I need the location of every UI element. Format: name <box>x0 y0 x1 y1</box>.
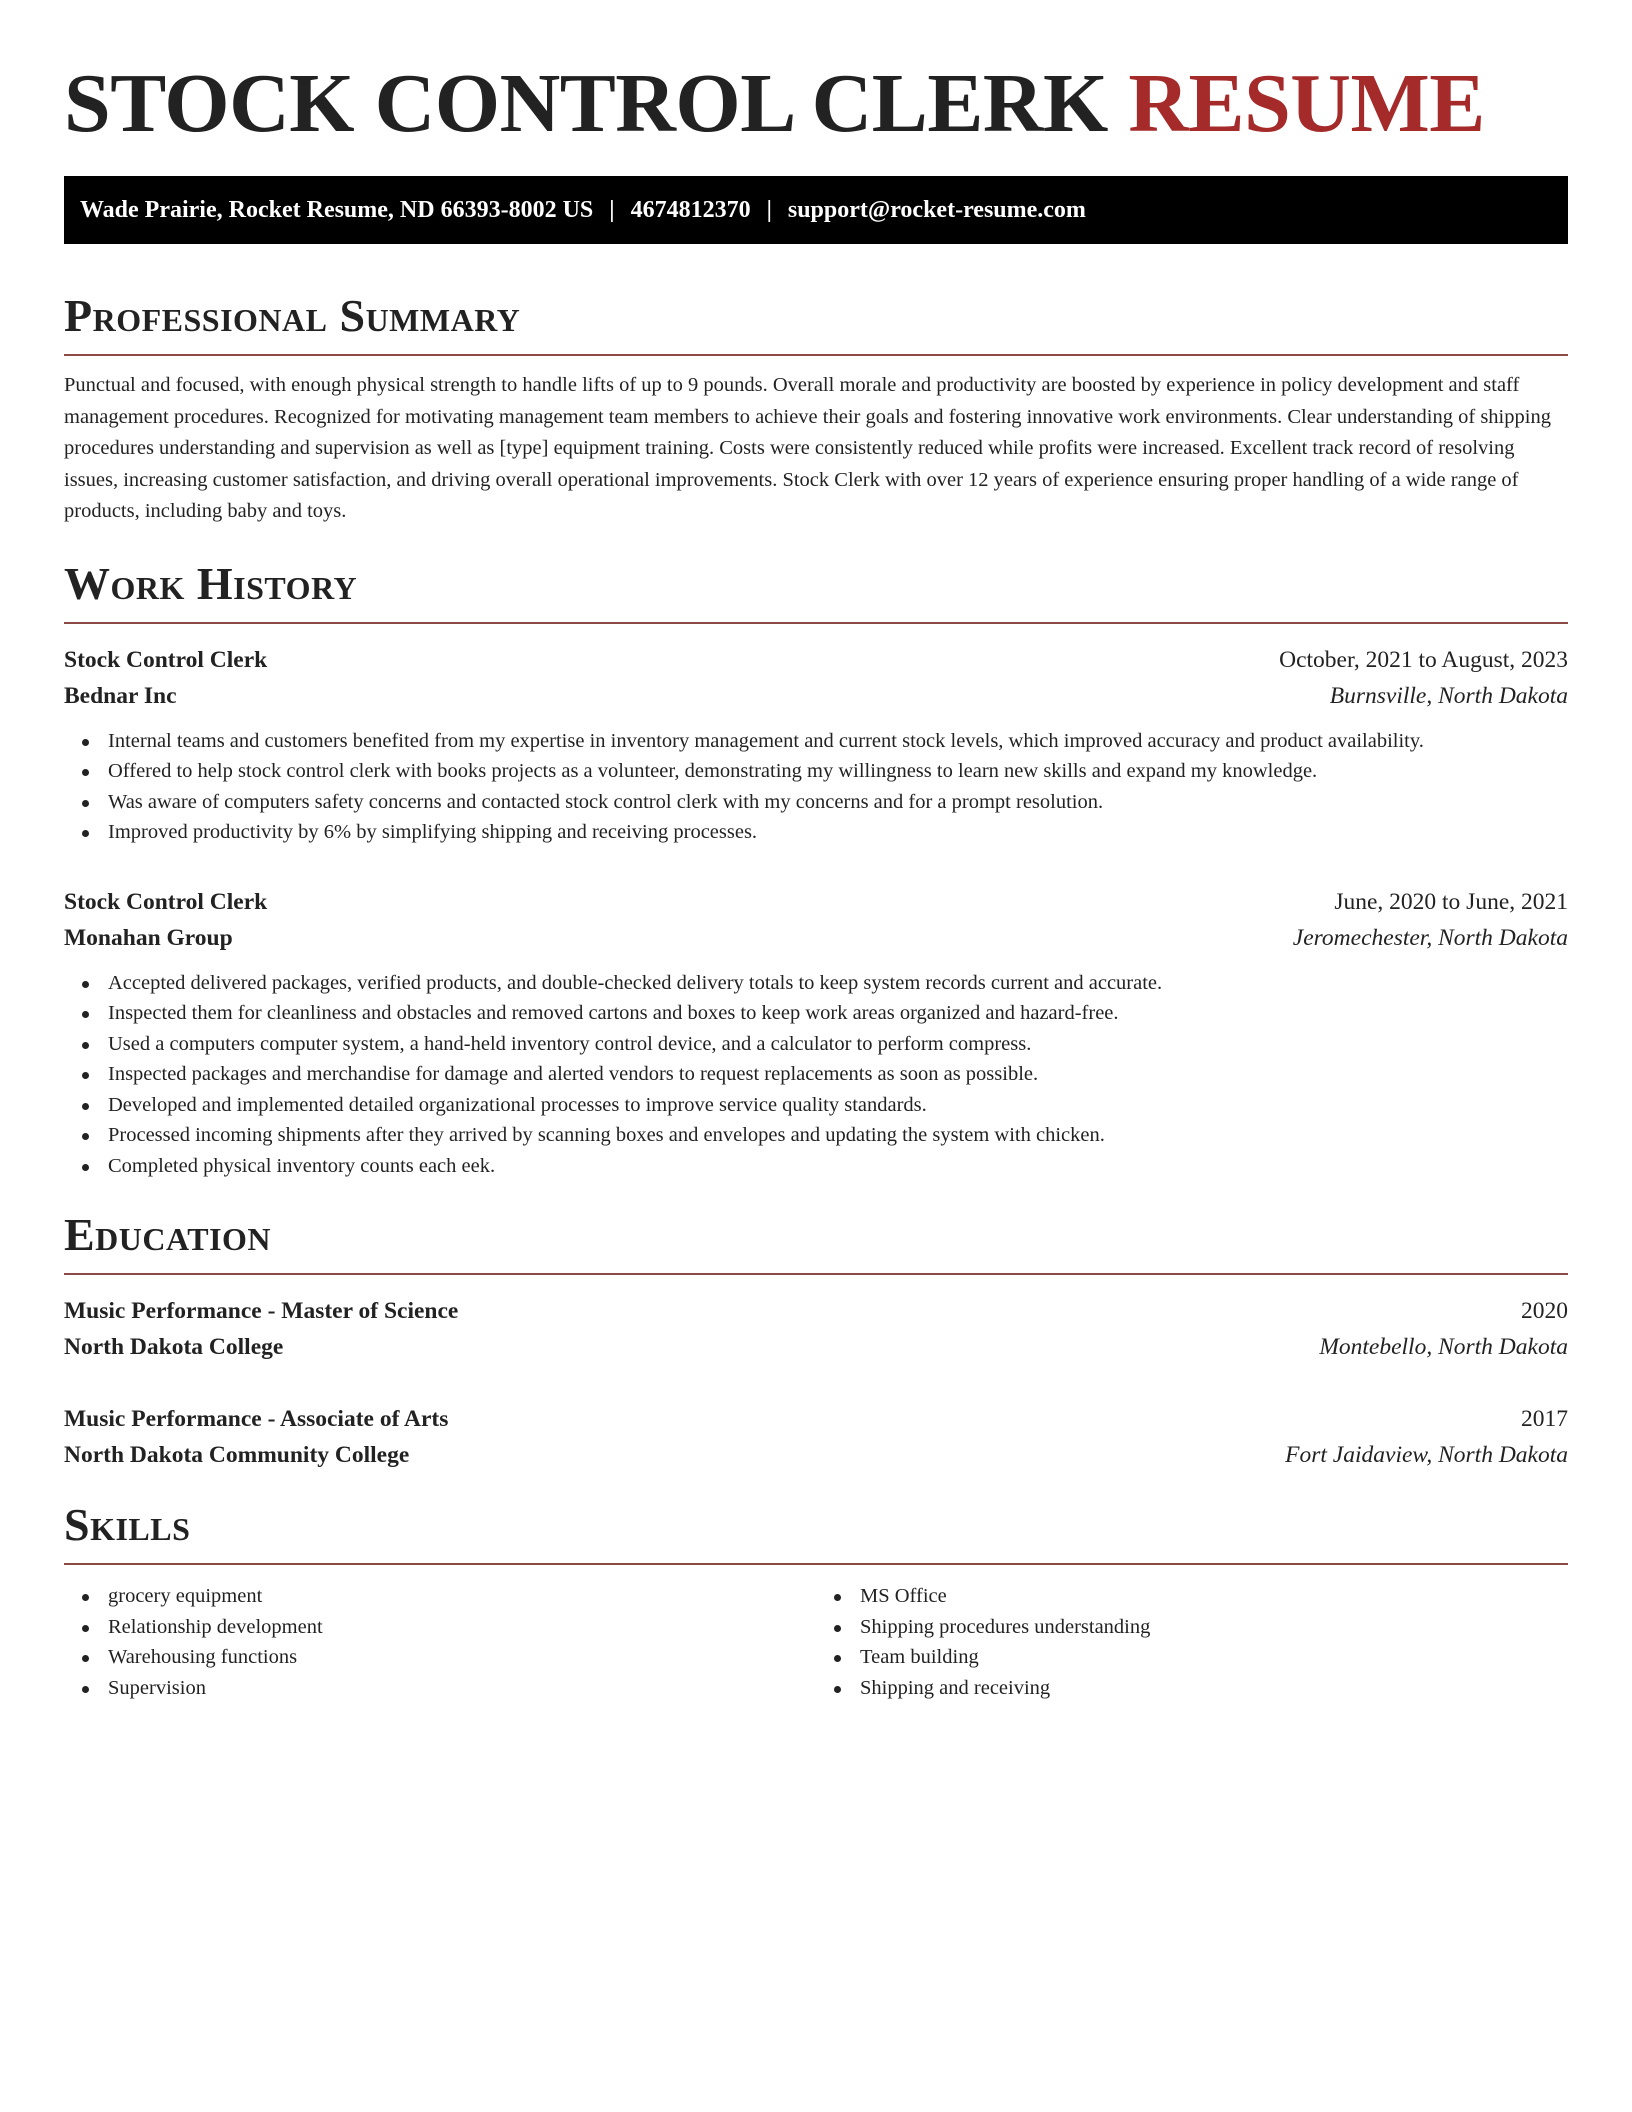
job-dates: June, 2020 to June, 2021 <box>1334 888 1568 915</box>
contact-address: Wade Prairie, Rocket Resume, ND 66393-8002 US <box>80 196 594 223</box>
job-bullet: Offered to help stock control clerk with books projects as a volunteer, demonstrating my willingness to learn new skills and expand my knowledge. <box>64 756 1568 787</box>
education-location: Fort Jaidaview, North Dakota <box>1285 1442 1568 1468</box>
contact-bar <box>64 176 1568 244</box>
job-bullet: Inspected packages and merchandise for damage and alerted vendors to request replacements as soon as possible. <box>64 1059 1568 1090</box>
contact-phone: 4674812370 <box>630 196 751 223</box>
skill-item: Shipping procedures understanding <box>816 1612 1568 1643</box>
education-degree: Music Performance - Associate of Arts <box>64 1406 449 1432</box>
skill-item: MS Office <box>816 1581 1568 1612</box>
job-title-row <box>64 642 1568 678</box>
education-school-row <box>64 1437 1568 1473</box>
job-bullet: Completed physical inventory counts each eek. <box>64 1151 1568 1182</box>
job-company: Monahan Group <box>64 924 233 951</box>
job-bullet: Processed incoming shipments after they arrived by scanning boxes and envelopes and updating the system with chicken. <box>64 1120 1568 1151</box>
skills-list-right <box>816 1581 1568 1703</box>
skills-grid <box>64 1581 1568 1703</box>
job-bullet: Was aware of computers safety concerns and contacted stock control clerk with my concerns and for a prompt resolution. <box>64 787 1568 818</box>
skill-item: Shipping and receiving <box>816 1673 1568 1704</box>
job-title: Stock Control Clerk <box>64 646 268 673</box>
summary-text: Punctual and focused, with enough physical strength to handle lifts of up to 9 pounds. Overall morale and productivity are boosted by experience in policy development and staff management procedures. Recognized for motivating management team members to achieve their goals and fostering innovative work environments. Clear understanding of shipping procedures understanding and supervision as well as [type] equipment training. Costs were consistently reduced while profits were increased. Excellent track record of resolving issues, increasing customer satisfaction, and driving overall operational improvements. Stock Clerk with over 12 years of experience ensuring proper handling of a wide range of products, including baby and toys. <box>64 374 1551 522</box>
job-bullet: Internal teams and customers benefited from my expertise in inventory management and current stock levels, which improved accuracy and product availability. <box>64 726 1568 757</box>
job-location: Burnsville, North Dakota <box>1329 682 1568 709</box>
job-bullet: Inspected them for cleanliness and obstacles and removed cartons and boxes to keep work areas organized and hazard-free. <box>64 998 1568 1029</box>
job-title-row <box>64 884 1568 920</box>
job-bullet: Developed and implemented detailed organizational processes to improve service quality standards. <box>64 1090 1568 1121</box>
skill-item: Supervision <box>64 1673 816 1704</box>
education-location: Montebello, North Dakota <box>1319 1334 1568 1360</box>
education-school: North Dakota College <box>64 1334 284 1360</box>
education-entry <box>64 1401 1568 1473</box>
education-degree-row <box>64 1293 1568 1329</box>
skill-item: Team building <box>816 1642 1568 1673</box>
job-bullet: Improved productivity by 6% by simplifying shipping and receiving processes. <box>64 817 1568 848</box>
skill-item: Warehousing functions <box>64 1642 816 1673</box>
contact-separator: | <box>766 196 772 223</box>
summary-heading: Professional Summary <box>64 288 1568 356</box>
skills-heading: Skills <box>64 1497 1568 1565</box>
education-heading: Education <box>64 1207 1568 1275</box>
job-entry <box>64 884 1568 1182</box>
job-company: Bednar Inc <box>64 682 177 709</box>
education-year: 2017 <box>1521 1406 1568 1432</box>
education-degree-row <box>64 1401 1568 1437</box>
title-accent: RESUME <box>1128 57 1485 150</box>
job-location: Jeromechester, North Dakota <box>1292 924 1568 951</box>
job-bullet: Accepted delivered packages, verified products, and double-checked delivery totals to keep system records current and accurate. <box>64 968 1568 999</box>
job-bullets <box>64 968 1568 1182</box>
work-history-heading: Work History <box>64 556 1568 624</box>
education-year: 2020 <box>1521 1298 1568 1324</box>
contact-email: support@rocket-resume.com <box>787 196 1086 223</box>
education-degree: Music Performance - Master of Science <box>64 1298 459 1324</box>
skill-item: Relationship development <box>64 1612 816 1643</box>
skill-item: grocery equipment <box>64 1581 816 1612</box>
job-bullets <box>64 726 1568 848</box>
job-company-row <box>64 920 1568 956</box>
job-dates: October, 2021 to August, 2023 <box>1279 646 1568 673</box>
job-bullet: Used a computers computer system, a hand-held inventory control device, and a calculator to perform compress. <box>64 1029 1568 1060</box>
education-school: North Dakota Community College <box>64 1442 410 1468</box>
skills-list-left <box>64 1581 816 1703</box>
resume-title <box>64 0 1568 176</box>
education-school-row <box>64 1329 1568 1365</box>
education-entry <box>64 1293 1568 1365</box>
job-company-row <box>64 678 1568 714</box>
job-title: Stock Control Clerk <box>64 888 268 915</box>
contact-separator: | <box>609 196 615 223</box>
job-entry <box>64 642 1568 848</box>
title-main: STOCK CONTROL CLERK <box>64 57 1108 150</box>
